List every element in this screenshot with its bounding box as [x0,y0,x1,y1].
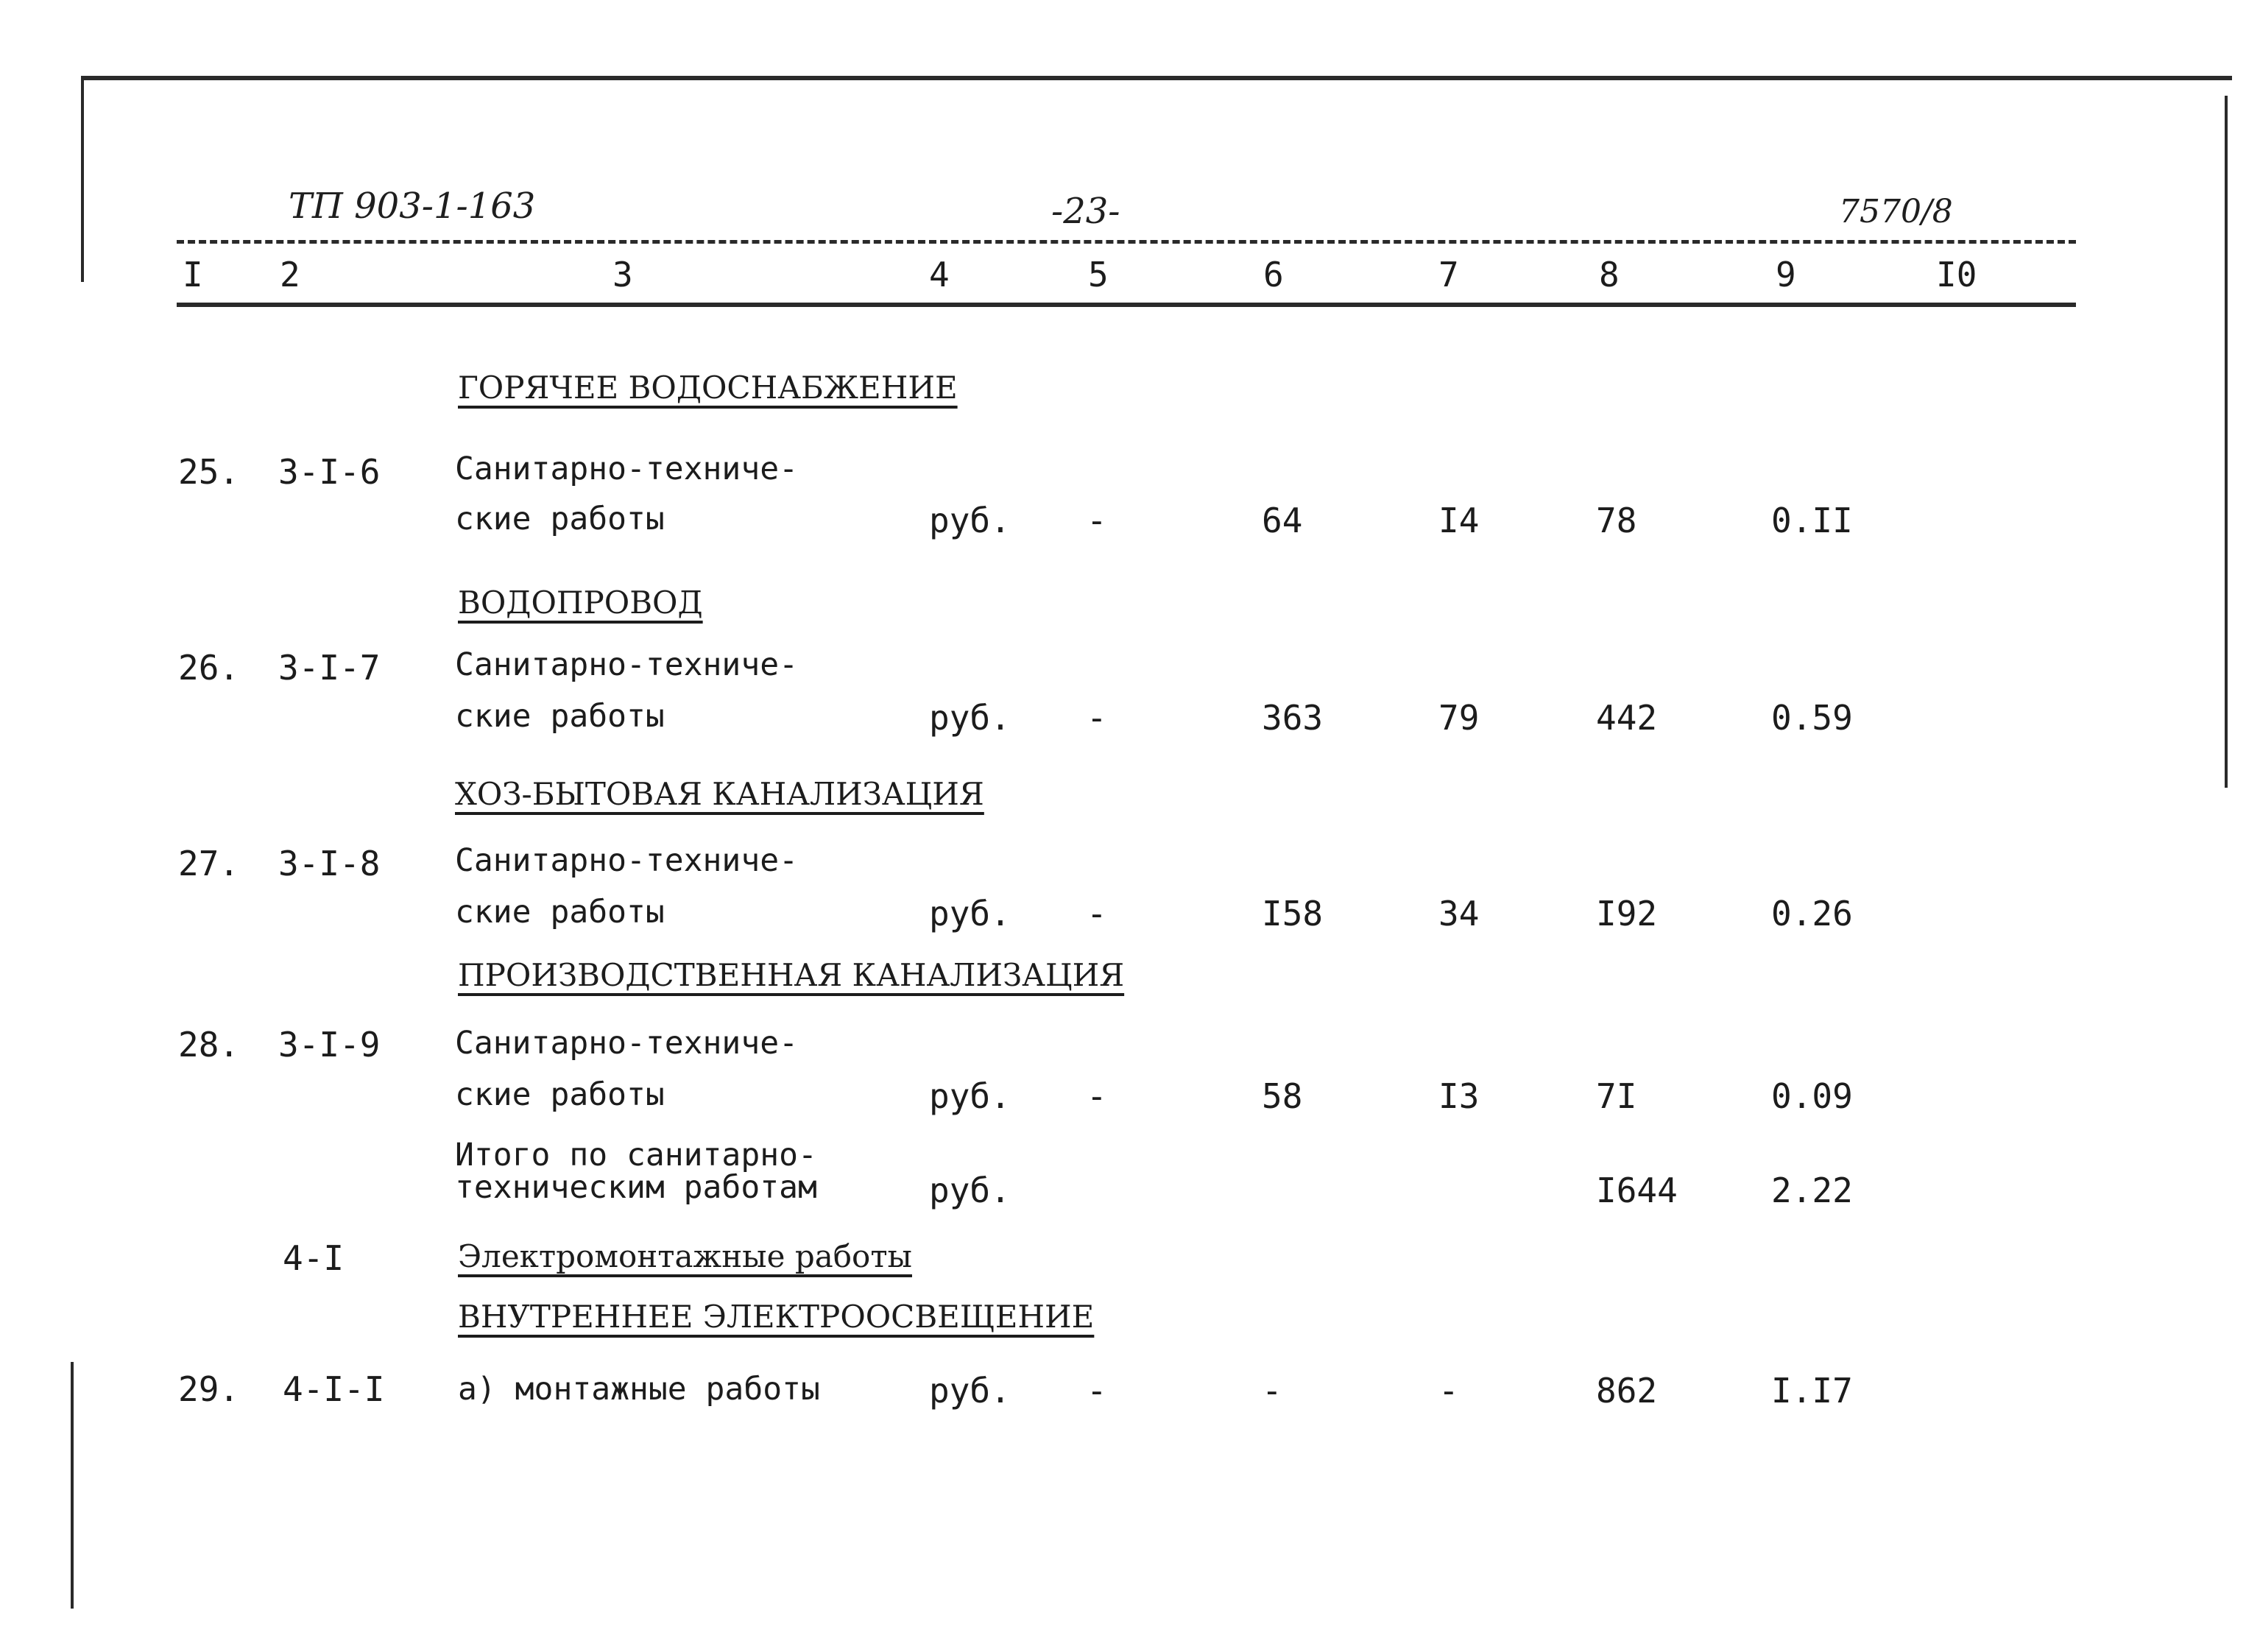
total-unit: руб. [929,1171,1011,1210]
row-unit: руб. [929,894,1011,933]
row-number: 28. [178,1025,240,1065]
column-number: 9 [1776,255,1796,294]
row-code: 3-I-6 [278,452,381,492]
sheet-frame-right [2225,96,2228,788]
section-heading-industrial-sewer: ПРОИЗВОДСТВЕННАЯ КАНАЛИЗАЦИЯ [458,957,1125,993]
row-code: 3-I-8 [278,844,381,883]
row-col9: I.I7 [1771,1371,1853,1411]
row-number: 29. [178,1369,240,1409]
column-number: 3 [612,255,633,294]
column-number: 7 [1438,255,1459,294]
row-description: Санитарно-техниче- [455,1025,798,1062]
row-col6: 363 [1262,698,1324,738]
row-unit: руб. [929,1076,1011,1116]
row-col5: - [1087,1371,1107,1411]
row-description: ские работы [455,894,665,931]
page-number: -23- [1051,191,1120,232]
column-number: I [183,255,203,294]
row-col9: 0.II [1771,501,1853,540]
column-number: 2 [280,255,300,294]
section-heading-water-supply: ВОДОПРОВОД [458,585,703,621]
row-code: 4-I-I [283,1369,385,1409]
row-description: ские работы [455,698,665,735]
column-number: 4 [929,255,950,294]
total-col9: 2.22 [1771,1171,1853,1210]
header-dashed-rule [177,240,2076,244]
section-heading-household-sewer: ХОЗ-БЫТОВАЯ КАНАЛИЗАЦИЯ [455,776,984,812]
row-number: 25. [178,452,240,492]
row-description: ские работы [455,501,665,537]
sheet-frame-top [81,76,2232,80]
row-col7: I3 [1438,1076,1480,1116]
row-number: 26. [178,648,240,688]
row-col6: 64 [1262,501,1303,540]
sheet-frame-left [81,76,84,282]
row-col9: 0.26 [1771,894,1853,933]
row-col8: I92 [1596,894,1658,933]
row-col8: 862 [1596,1371,1658,1411]
row-col7: - [1438,1371,1459,1411]
row-unit: руб. [929,1371,1011,1411]
total-description: техническим работам [455,1169,817,1206]
total-description: Итого по санитарно- [455,1137,817,1173]
row-col5: - [1087,1076,1107,1116]
row-code: 3-I-7 [278,648,381,688]
sheet-reference: 7570/8 [1839,193,1953,230]
row-description: а) монтажные работы [458,1371,820,1408]
section-heading-electrical-works: Электромонтажные работы [458,1238,912,1274]
row-col8: 78 [1596,501,1637,540]
row-col8: 7I [1596,1076,1637,1116]
row-col6: - [1262,1371,1282,1411]
row-col7: 79 [1438,698,1480,738]
row-col8: 442 [1596,698,1658,738]
row-col6: 58 [1262,1076,1303,1116]
row-code: 3-I-9 [278,1025,381,1065]
document-code: ТП 903-1-163 [289,186,536,227]
header-solid-rule [177,303,2076,307]
column-number: 6 [1263,255,1284,294]
row-col6: I58 [1262,894,1324,933]
row-col7: I4 [1438,501,1480,540]
row-col9: 0.59 [1771,698,1853,738]
row-col5: - [1087,501,1107,540]
row-col9: 0.09 [1771,1076,1853,1116]
row-unit: руб. [929,501,1011,540]
column-number: 8 [1599,255,1620,294]
section-heading-internal-lighting: ВНУТРЕННЕЕ ЭЛЕКТРООСВЕЩЕНИЕ [458,1299,1095,1335]
sheet-frame-left-lower [71,1362,74,1609]
row-col7: 34 [1438,894,1480,933]
row-col5: - [1087,894,1107,933]
row-description: Санитарно-техниче- [455,646,798,683]
column-number: I0 [1936,255,1977,294]
row-description: Санитарно-техниче- [455,451,798,487]
section-heading-hot-water: ГОРЯЧЕЕ ВОДОСНАБЖЕНИЕ [458,370,958,406]
row-col5: - [1087,698,1107,738]
column-number: 5 [1088,255,1109,294]
row-unit: руб. [929,698,1011,738]
section-code: 4-I [283,1238,345,1278]
row-description: ские работы [455,1076,665,1113]
total-col8: I644 [1596,1171,1678,1210]
row-description: Санитарно-техниче- [455,842,798,879]
row-number: 27. [178,844,240,883]
